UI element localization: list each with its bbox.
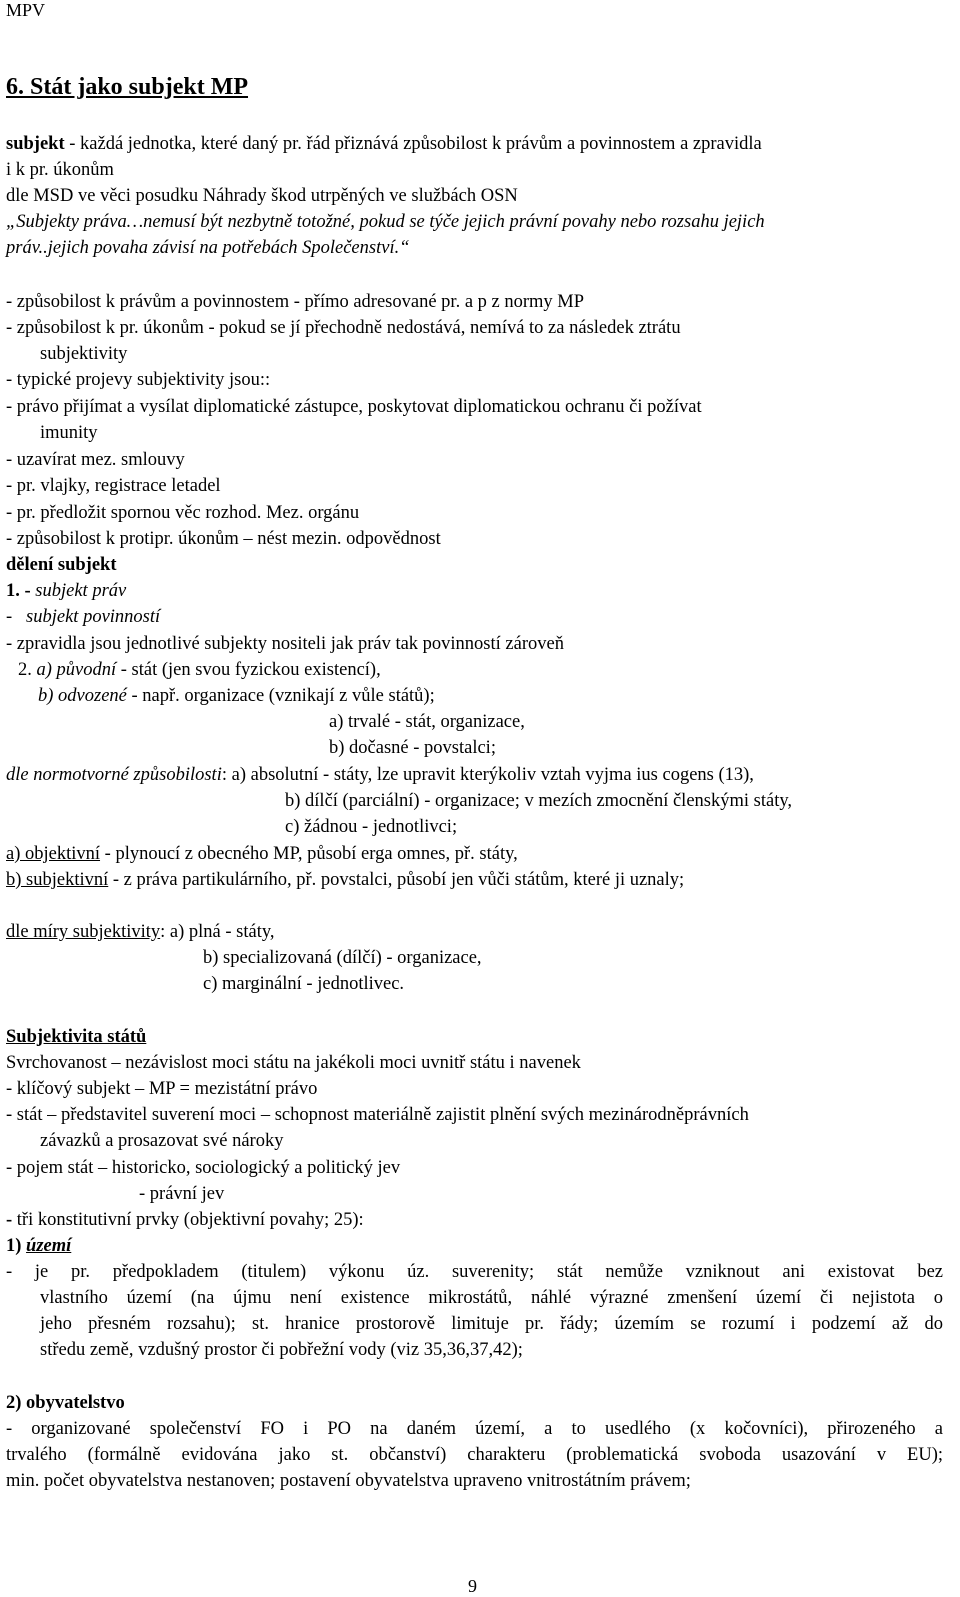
list-item: - stát – představitel suverení moci – schopnost materiálně zajistit plnění svých mezinárodněprávních [6,1105,749,1125]
list-item: - způsobilost k protipr. úkonům – nést mezin. odpovědnost [6,529,441,549]
section-heading: Subjektivita států [6,1027,147,1047]
mira-c: c) marginální - jednotlivec. [203,974,405,994]
list-item: - způsobilost k právům a povinnostem - přímo adresované pr. a p z normy MP [6,292,585,312]
division-2b-a: a) trvalé - stát, organizace, [329,712,525,732]
constitutive-elements: - tři konstitutivní prvky (objektivní povahy; 25): [6,1210,364,1230]
uzemi-heading: 1) území [6,1236,72,1256]
uzemi-line-1: - je pr. předpokladem (titulem) výkonu úz. suverenity; stát nemůže vzniknout ani existovat bez [6,1262,943,1282]
normotvorna-c: c) žádnou - jednotlivci; [285,817,458,837]
normotvorna-a: dle normotvorné způsobilosti: a) absolutní - státy, lze upravit kterýkoliv vztah vyjma ius cogens (13), [6,765,754,785]
definition-line-1: subjekt - každá jednotka, které daný pr. řád přiznává způsobilost k právům a povinnostem a zpravidla [6,134,762,154]
uzemi-line-3: jeho přesném rozsahu); st. hranice prostorově limituje pr. řády; územím se rozumí i podzemí až do [40,1314,943,1334]
list-item: - uzavírat mez. smlouvy [6,450,185,470]
section-heading: dělení subjekt [6,555,117,575]
list-item: - pr. vlajky, registrace letadel [6,476,221,496]
obyvatelstvo-line-2: trvalého (formálně evidována jako st. občanství) charakteru (problematická svoboda usazování v EU); [6,1445,943,1465]
list-item-cont: závazků a prosazovat své nároky [40,1131,284,1151]
list-item-cont: imunity [40,423,98,443]
subjektivni: b) subjektivní - z práva partikulárního, př. povstalci, působí jen vůči státům, které ji uznaly; [6,870,685,890]
page-number: 9 [468,1576,477,1596]
definition-term: subjekt [6,134,65,154]
division-2a: 2. a) původní - stát (jen svou fyzickou existencí), [18,660,381,680]
page-title: 6. Stát jako subjekt MP [6,74,249,100]
list-item: - způsobilost k pr. úkonům - pokud se jí přechodně nedostává, nemívá to za následek ztrátu [6,318,681,338]
mira-b: b) specializovaná (dílčí) - organizace, [203,948,482,968]
definition-line-3: dle MSD ve věci posudku Náhrady škod utrpěných ve službách OSN [6,186,518,206]
list-item-cont: - právní jev [139,1184,225,1204]
division-1c: - zpravidla jsou jednotlivé subjekty nositeli jak práv tak povinností zároveň [6,634,564,654]
normotvorna-b: b) dílčí (parciální) - organizace; v mezích zmocnění členskými státy, [285,791,793,811]
list-item: - pr. předložit spornou věc rozhod. Mez. orgánu [6,503,360,523]
quote-line-1: „Subjekty práva…nemusí být nezbytně totožné, pokud se týče jejich právní povahy nebo rozsahu jejich [6,212,765,232]
definition-line-2: i k pr. úkonům [6,160,114,180]
list-item-cont: subjektivity [40,344,128,364]
objektivni: a) objektivní - plynoucí z obecného MP, působí erga omnes, př. státy, [6,844,518,864]
division-1b: - subjekt povinností [6,607,161,627]
list-item: - klíčový subjekt – MP = mezistátní právo [6,1079,318,1099]
list-item: - právo přijímat a vysílat diplomatické zástupce, poskytovat diplomatickou ochranu či požívat [6,397,702,417]
uzemi-line-4: středu země, vzdušný prostor či pobřežní vody (viz 35,36,37,42); [40,1340,523,1360]
division-1: 1. - subjekt práv [6,581,127,601]
obyvatelstvo-heading: 2) obyvatelstvo [6,1393,125,1413]
division-2b: b) odvozené - např. organizace (vznikají z vůle států); [38,686,435,706]
obyvatelstvo-line-1: - organizované společenství FO i PO na daném území, a to usedlého (x kočovníci), přirozeného a [6,1419,943,1439]
list-item: - typické projevy subjektivity jsou:: [6,370,271,390]
statu-line: Svrchovanost – nezávislost moci státu na jakékoli moci uvnitř státu i navenek [6,1053,581,1073]
uzemi-line-2: vlastního území (na újmu není existence mikrostátů, náhlé výrazné zmenšení území či nejistota o [40,1288,943,1308]
obyvatelstvo-line-3: min. počet obyvatelstva nestanoven; postavení obyvatelstva upraveno vnitrostátním právem; [6,1471,691,1491]
mira-a: dle míry subjektivity: a) plná - státy, [6,922,275,942]
list-item: - pojem stát – historicko, sociologický a politický jev [6,1158,401,1178]
division-2b-b: b) dočasné - povstalci; [329,738,496,758]
running-header: MPV [6,0,46,20]
quote-line-2: práv..jejich povaha závisí na potřebách Společenství.“ [6,238,410,258]
